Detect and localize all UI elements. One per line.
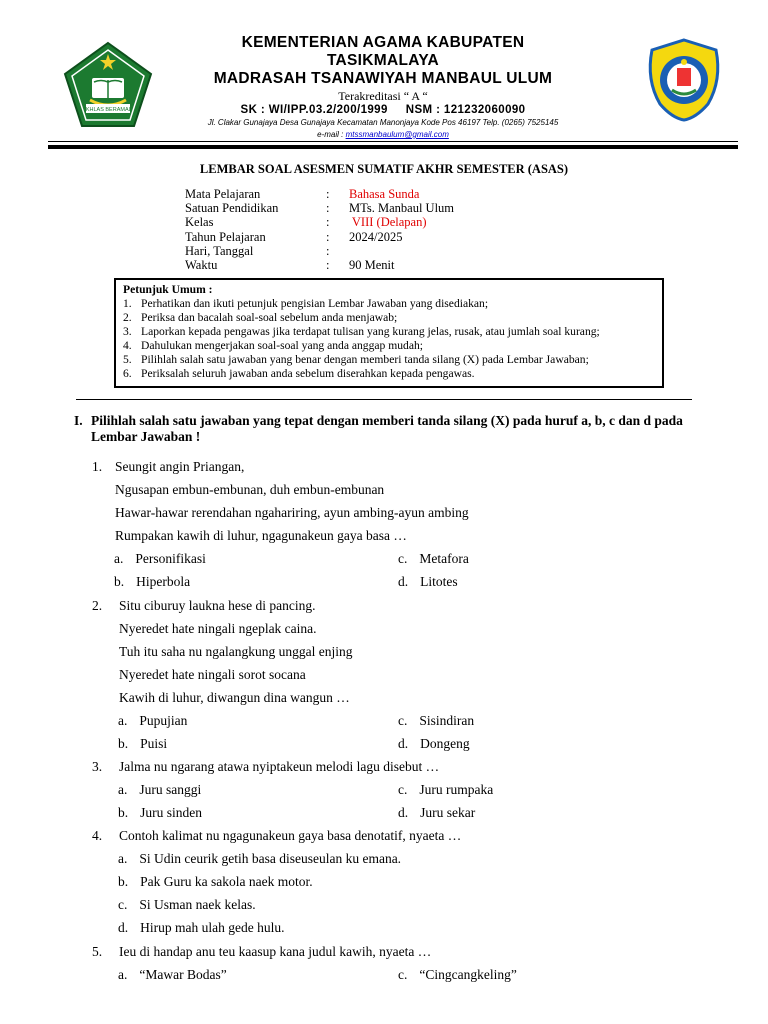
info-label: Mata Pelajaran — [185, 187, 261, 201]
instruction-number: 5. — [123, 353, 132, 366]
exam-info-row — [185, 230, 585, 244]
option-letter: d. — [398, 574, 409, 590]
info-label: Tahun Pelajaran — [185, 229, 266, 244]
answer-option-c — [118, 897, 256, 913]
question-text: Situ ciburuy laukna hese di pancing. — [119, 598, 316, 613]
answer-option-b — [118, 736, 167, 752]
option-letter: b. — [118, 736, 129, 752]
question-text: Ngusapan embun-embunan, duh embun-embunan — [115, 482, 385, 498]
option-text: Dongeng — [420, 736, 470, 752]
letterhead-text — [150, 34, 616, 140]
option-letter: d. — [398, 805, 409, 821]
answer-option-d — [118, 920, 284, 936]
option-text: Pupujian — [139, 713, 188, 728]
exam-info-row — [185, 215, 585, 229]
question-text: Kawih di luhur, diwangun dina wangun … — [119, 690, 350, 706]
option-text: Sisindiran — [419, 713, 475, 728]
instruction-text: Periksa dan bacalah soal-soal sebelum anda menjawab; — [141, 311, 398, 324]
answer-option-c — [398, 551, 469, 567]
exam-info-row — [185, 258, 585, 272]
email-label: e-mail : — [317, 130, 346, 139]
answer-option-d — [398, 574, 458, 590]
question-number: 3. — [92, 759, 103, 774]
instructions-title: Petunjuk Umum : — [123, 283, 213, 296]
option-text: Pak Guru ka sakola naek motor. — [140, 874, 313, 890]
info-value: MTs. Manbaul Ulum — [349, 201, 455, 216]
option-letter: a. — [118, 782, 128, 797]
answer-option-c — [398, 782, 493, 798]
info-label: Kelas — [185, 215, 214, 230]
question-number: 5. — [92, 944, 103, 959]
email-link[interactable]: mtssmanbaulum@gmail.com — [345, 130, 449, 139]
instruction-number: 6. — [123, 367, 132, 380]
question-text: Rumpakan kawih di luhur, ngagunakeun gaya basa … — [115, 528, 407, 544]
regency-name: TASIKMALAYA — [326, 52, 440, 69]
option-letter: c. — [398, 782, 408, 797]
answer-option-a — [118, 851, 401, 867]
instruction-text: Pilihlah salah satu jawaban yang benar dengan memberi tanda silang (X) pada Lembar Jawaban; — [141, 353, 589, 366]
answer-option-a — [118, 967, 227, 983]
instruction-number: 3. — [123, 325, 132, 338]
option-text: Litotes — [420, 574, 458, 590]
option-text: Juru sekar — [420, 805, 476, 821]
header-divider-thin — [48, 141, 738, 142]
question-text: Nyeredet hate ningali ngeplak caina. — [119, 621, 317, 637]
option-text: Puisi — [140, 736, 168, 752]
option-text: Personifikasi — [135, 551, 206, 566]
section-number: I. — [74, 413, 83, 428]
answer-option-c — [398, 713, 474, 729]
question-text: Jalma nu ngarang atawa nyiptakeun melodi lagu disebut … — [119, 759, 440, 774]
option-letter: c. — [398, 551, 408, 566]
option-letter: c. — [398, 967, 408, 982]
option-letter: a. — [118, 713, 128, 728]
general-instructions — [114, 278, 664, 388]
option-letter: b. — [114, 574, 125, 590]
info-value: 2024/2025 — [349, 229, 403, 244]
question-number: 1. — [92, 459, 103, 474]
question-text: Nyeredet hate ningali sorot socana — [119, 667, 306, 683]
option-text: Hiperbola — [136, 574, 191, 590]
info-label: Satuan Pendidikan — [185, 201, 279, 216]
option-letter: a. — [118, 967, 128, 982]
option-letter: d. — [398, 736, 409, 752]
answer-option-d — [398, 736, 470, 752]
answer-option-d — [398, 805, 475, 821]
section-instruction: Pilihlah salah satu jawaban yang tepat dengan memberi tanda silang (X) pada huruf a, b, c dan d pada Lembar Jawaban ! — [91, 413, 683, 444]
instruction-text: Perhatikan dan ikuti petunjuk pengisian Lembar Jawaban yang disediakan; — [141, 297, 489, 310]
info-colon: : — [326, 243, 330, 258]
option-text: “Cingcangkeling” — [419, 967, 517, 982]
exam-info-row — [185, 187, 585, 201]
answer-option-b — [114, 574, 190, 590]
instruction-item — [123, 339, 662, 353]
school-address: Jl. Clakar Gunajaya Desa Gunajaya Kecamatan Manonjaya Kode Pos 46197 Telp. (0265) 7525145 — [207, 118, 559, 127]
document-title: LEMBAR SOAL ASESMEN SUMATIF AKHR SEMESTER (ASAS) — [199, 162, 569, 176]
question-text: Ieu di handap anu teu kaasup kana judul kawih, nyaeta … — [119, 944, 432, 959]
instruction-item — [123, 353, 662, 367]
instruction-item — [123, 367, 662, 381]
option-letter: c. — [118, 897, 128, 913]
option-letter: a. — [118, 851, 128, 866]
exam-info-row — [185, 201, 585, 215]
info-value: VIII (Delapan) — [349, 215, 427, 230]
accreditation: Terakreditasi “ A “ — [338, 89, 428, 103]
section-heading — [74, 413, 704, 445]
option-letter: c. — [398, 713, 408, 728]
option-text: “Mawar Bodas” — [139, 967, 227, 982]
option-text: Juru rumpaka — [419, 782, 494, 797]
exam-info-row — [185, 244, 585, 258]
instruction-number: 2. — [123, 311, 132, 324]
info-colon: : — [326, 201, 330, 216]
info-colon: : — [326, 187, 330, 201]
instruction-number: 1. — [123, 297, 132, 310]
instruction-text: Periksalah seluruh jawaban anda sebelum diserahkan kepada pengawas. — [141, 367, 475, 380]
header-divider-thick — [48, 145, 738, 149]
info-label: Hari, Tanggal — [185, 243, 254, 258]
instruction-item — [123, 325, 662, 339]
answer-option-a — [118, 782, 201, 798]
instruction-text: Dahulukan mengerjakan soal-soal yang anda anggap mudah; — [141, 339, 424, 352]
instruction-number: 4. — [123, 339, 132, 352]
info-colon: : — [326, 229, 330, 244]
question-text: Seungit angin Priangan, — [115, 459, 245, 474]
option-text: Hirup mah ulah gede hulu. — [140, 920, 285, 936]
question-text: Hawar-hawar rerendahan ngahariring, ayun ambing-ayun ambing — [115, 505, 469, 521]
info-value: 90 Menit — [349, 257, 395, 272]
option-text: Juru sanggi — [139, 782, 202, 797]
info-colon: : — [326, 257, 330, 272]
info-label: Waktu — [185, 257, 218, 272]
school-name: MADRASAH TSANAWIYAH MANBAUL ULUM — [213, 70, 553, 87]
instruction-text: Laporkan kepada pengawas jika terdapat tulisan yang kurang jelas, rusak, atau jumlah soal kurang; — [141, 325, 600, 338]
option-text: Juru sinden — [140, 805, 202, 821]
exam-info — [185, 187, 585, 272]
question-number: 2. — [92, 598, 103, 613]
info-colon: : — [326, 215, 330, 230]
question-text: Tuh itu saha nu ngalangkung unggal enjing — [119, 644, 353, 660]
option-text: Si Usman naek kelas. — [139, 897, 256, 913]
question-text: Contoh kalimat nu ngagunakeun gaya basa denotatif, nyaeta … — [119, 828, 462, 843]
info-value: Bahasa Sunda — [349, 187, 420, 201]
svg-text:IKHLAS BERAMAL: IKHLAS BERAMAL — [84, 107, 132, 113]
option-letter: b. — [118, 805, 129, 821]
letterhead — [0, 30, 768, 150]
answer-option-a — [114, 551, 206, 567]
instruction-item — [123, 297, 662, 311]
answer-option-a — [118, 713, 187, 729]
instruction-item — [123, 311, 662, 325]
option-letter: a. — [114, 551, 124, 566]
school-email — [150, 129, 616, 140]
answer-option-b — [118, 874, 313, 890]
madrasah-logo-icon — [644, 38, 724, 122]
sk-nsm: SK : WI/IPP.03.2/200/1999 NSM : 121232060090 — [240, 104, 526, 116]
question-number: 4. — [92, 828, 103, 843]
section-divider — [76, 399, 692, 400]
option-text: Si Udin ceurik getih basa diseuseulan ku emana. — [139, 851, 402, 866]
option-text: Metafora — [419, 551, 469, 566]
answer-option-c — [398, 967, 517, 983]
option-letter: d. — [118, 920, 129, 936]
option-letter: b. — [118, 874, 129, 890]
ministry-name: KEMENTERIAN AGAMA KABUPATEN — [241, 34, 525, 51]
answer-option-b — [118, 805, 202, 821]
